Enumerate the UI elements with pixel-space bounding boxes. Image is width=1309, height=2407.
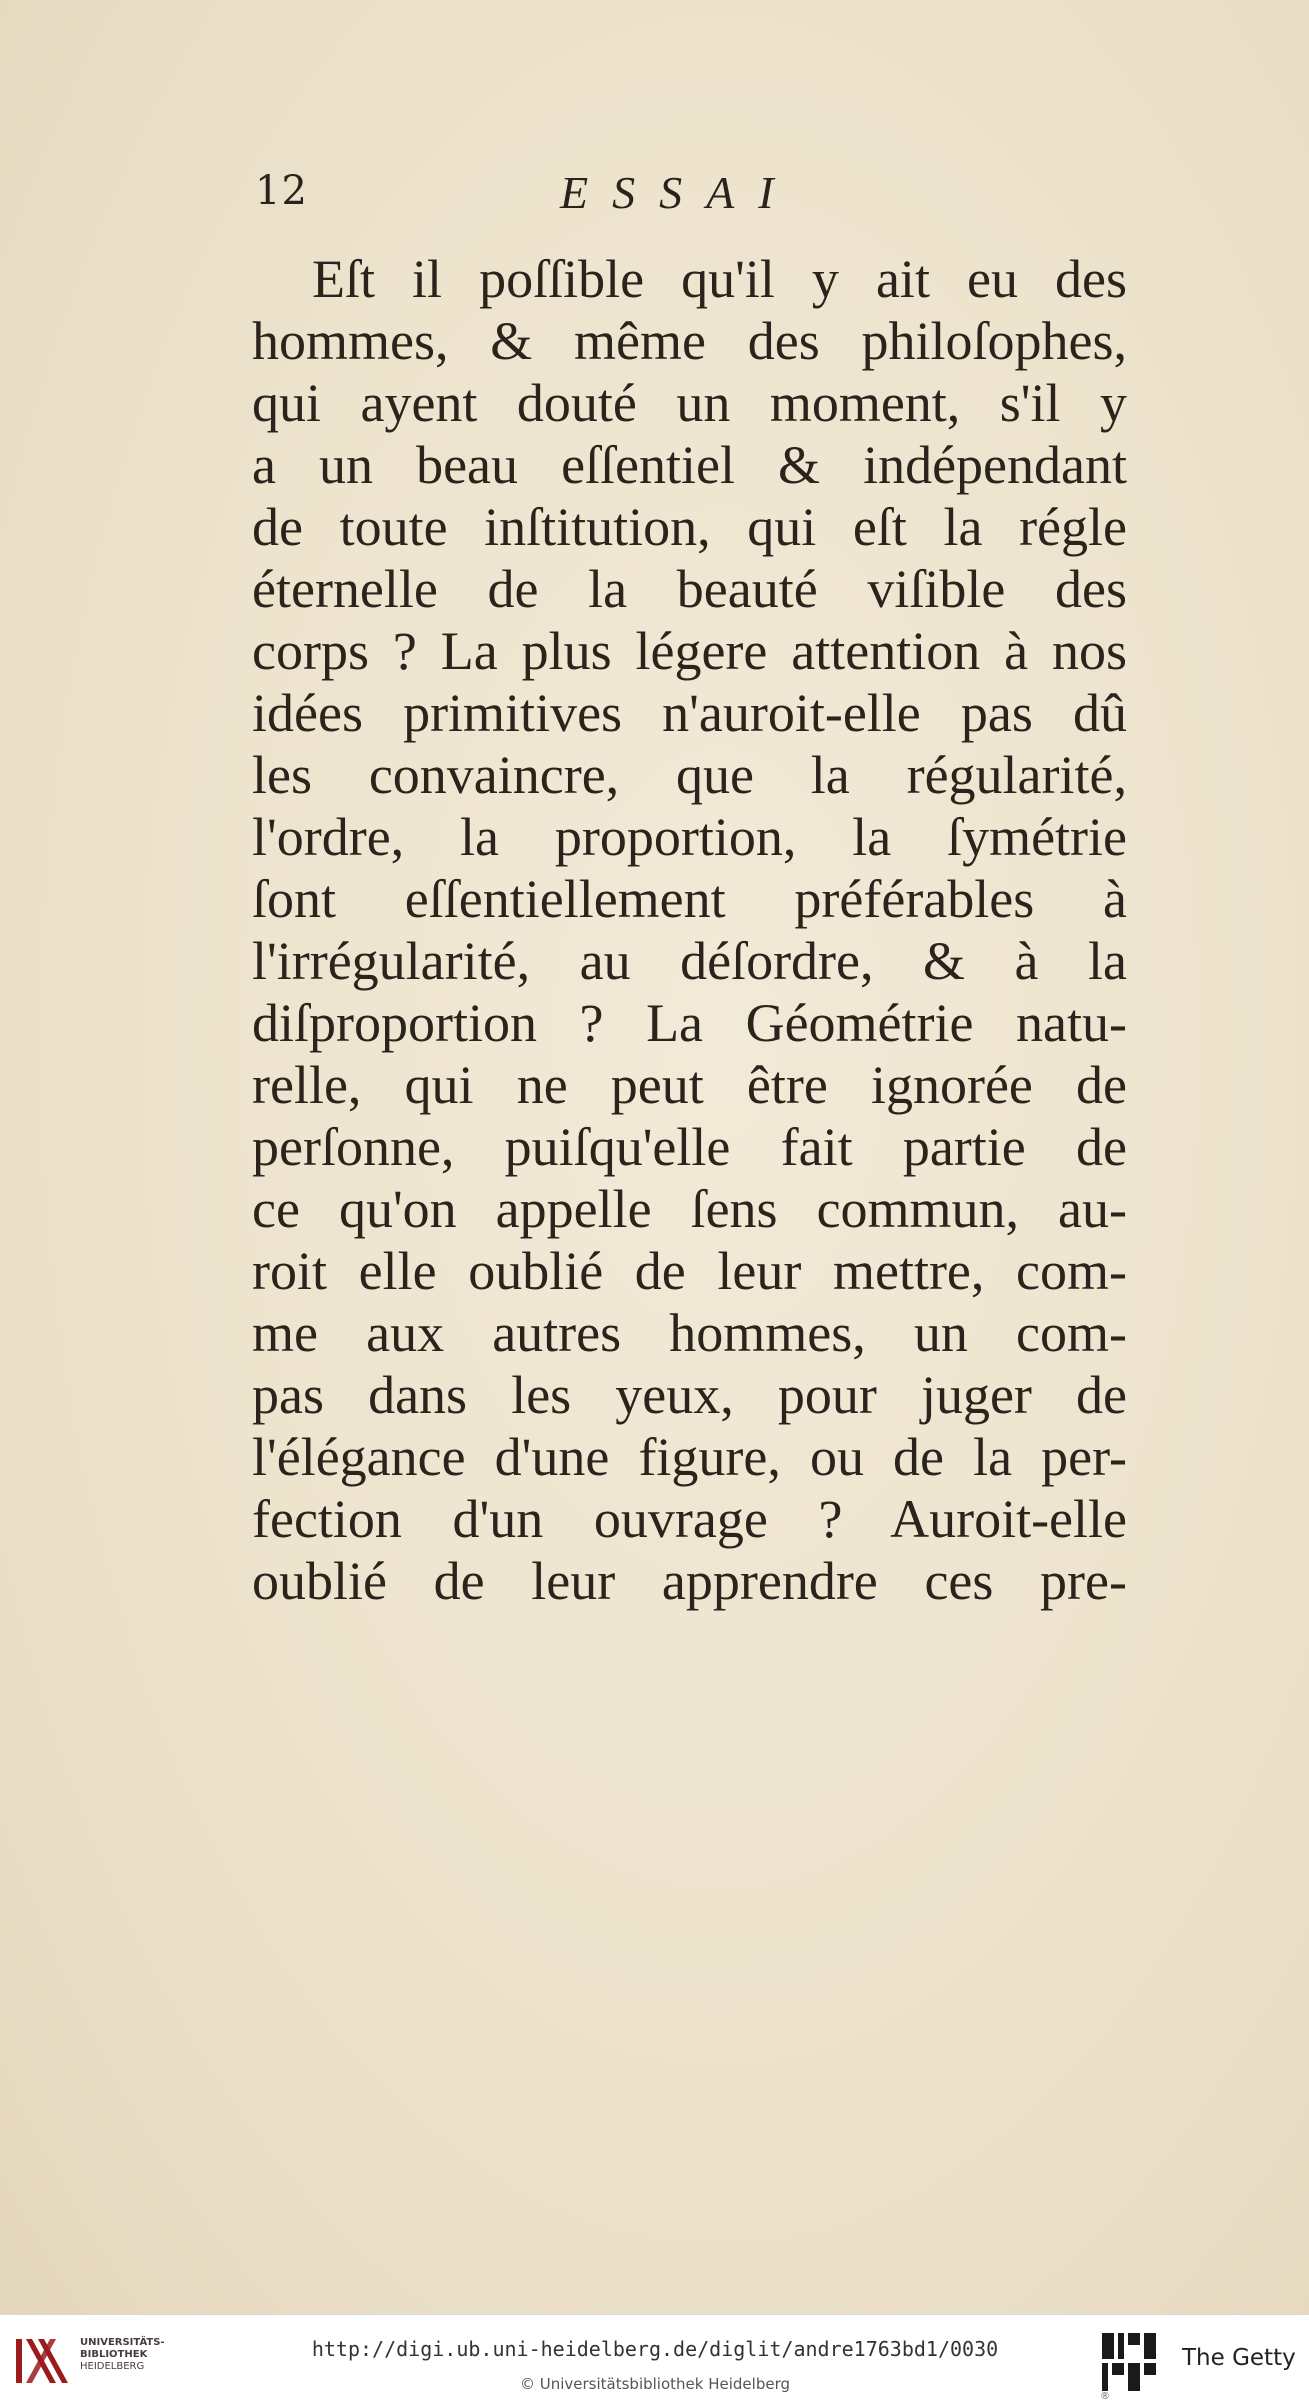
text-line: diſproportion ? La Géométrie natu-: [252, 993, 1127, 1053]
permalink-url[interactable]: http://digi.ub.uni-heidelberg.de/diglit/andre1763bd1/0030: [311, 2337, 999, 2361]
running-head: ESSAI: [560, 167, 798, 218]
library-name-line: HEIDELBERG: [80, 2361, 145, 2372]
text-line: me aux autres hommes, un com-: [252, 1303, 1127, 1363]
text-line: éternelle de la beauté viſible des: [252, 559, 1127, 619]
text-line: perſonne, puiſqu'elle fait partie de: [252, 1117, 1127, 1177]
text-line: a un beau eſſentiel & indépendant: [252, 435, 1127, 495]
library-name-line: UNIVERSITÄTS-: [80, 2337, 165, 2348]
text-line: Eſt il poſſible qu'il y ait eu des: [312, 249, 1127, 309]
text-line: idées primitives n'auroit-elle pas dû: [252, 683, 1127, 743]
getty-logo-icon: [1100, 2331, 1158, 2393]
text-line: l'élégance d'une figure, ou de la per-: [252, 1427, 1127, 1487]
registered-mark: ®: [1100, 2391, 1110, 2402]
text-line: fection d'un ouvrage ? Auroit-elle: [252, 1489, 1127, 1549]
text-line: pas dans les yeux, pour juger de: [252, 1365, 1127, 1425]
text-line: oublié de leur apprendre ces pre-: [252, 1551, 1127, 1611]
library-name: [80, 2337, 165, 2373]
text-line: qui ayent douté un moment, s'il y: [252, 373, 1127, 433]
text-line: ce qu'on appelle ſens commun, au-: [252, 1179, 1127, 1239]
text-line: corps ? La plus légere attention à nos: [252, 621, 1127, 681]
library-name-line: BIBLIOTHEK: [80, 2349, 148, 2360]
text-line: relle, qui ne peut être ignorée de: [252, 1055, 1127, 1115]
university-library-logo-icon: [12, 2331, 72, 2391]
copyright-notice: © Universitätsbibliothek Heidelberg: [519, 2375, 790, 2393]
text-line: l'irrégularité, au déſordre, & à la: [252, 931, 1127, 991]
page-number: 12: [255, 168, 308, 214]
text-line: hommes, & même des philoſophes,: [252, 311, 1127, 371]
text-line: l'ordre, la proportion, la ſymétrie: [252, 807, 1127, 867]
text-line: de toute inſtitution, qui eſt la régle: [252, 497, 1127, 557]
partner-name: The Getty: [1182, 2345, 1296, 2371]
text-line: roit elle oublié de leur mettre, com-: [252, 1241, 1127, 1301]
text-line: ſont eſſentiellement préférables à: [252, 869, 1127, 929]
footer-bar: [0, 2314, 1309, 2407]
text-line: les convaincre, que la régularité,: [252, 745, 1127, 805]
